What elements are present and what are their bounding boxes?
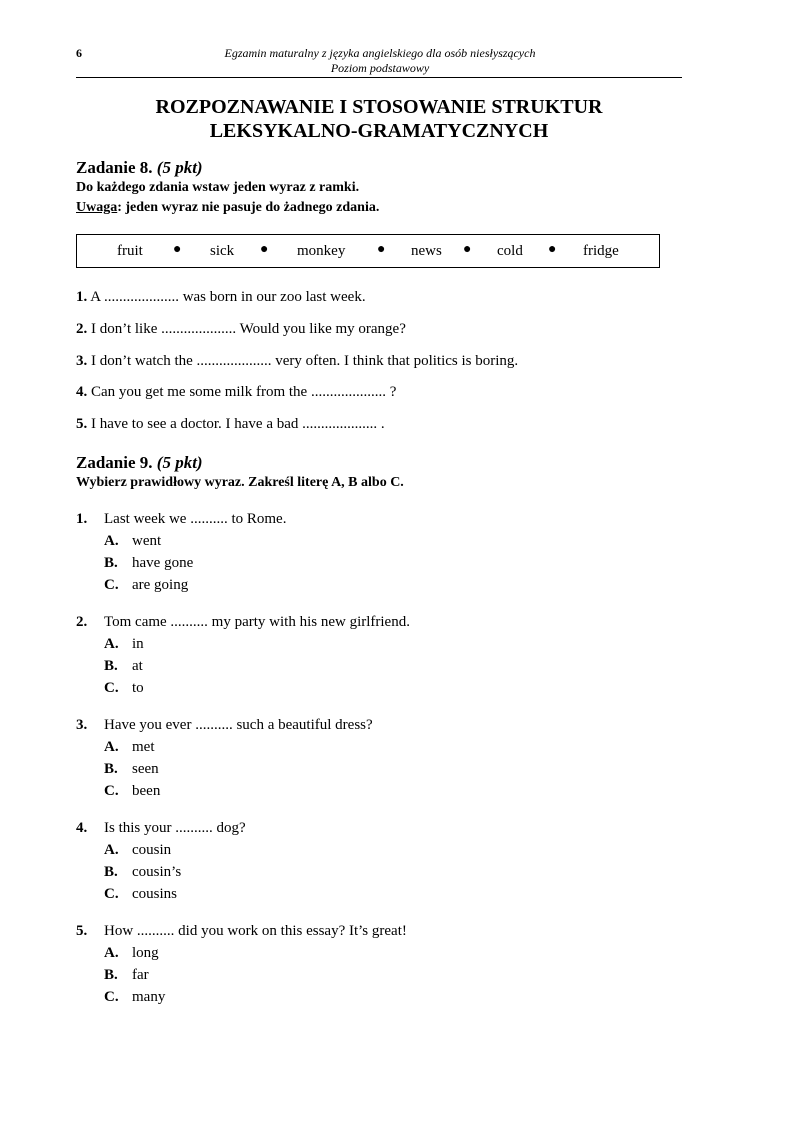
option-letter: C. bbox=[104, 680, 119, 696]
question-text: Is this your .......... dog? bbox=[104, 820, 246, 836]
word-news: news bbox=[411, 243, 442, 259]
bullet-icon: ● bbox=[260, 242, 269, 257]
option-text: to bbox=[132, 680, 144, 696]
question-number: 2. bbox=[76, 614, 88, 630]
question-number: 4. bbox=[76, 820, 88, 836]
word-fridge: fridge bbox=[583, 243, 619, 259]
option-letter: A. bbox=[104, 636, 119, 652]
option-text: at bbox=[132, 658, 143, 674]
section-title bbox=[76, 95, 682, 143]
option-letter: A. bbox=[104, 739, 119, 755]
option-letter: C. bbox=[104, 989, 119, 1005]
bullet-icon: ● bbox=[173, 242, 182, 257]
task9-title: Zadanie 9. bbox=[76, 453, 153, 472]
option-text: are going bbox=[132, 577, 189, 593]
sentence-text: Can you get me some milk from the .................... ? bbox=[91, 384, 397, 400]
question-text: Tom came .......... my party with his new girlfriend. bbox=[104, 614, 410, 630]
sentence-text: I have to see a doctor. I have a bad .................... . bbox=[91, 416, 385, 432]
page-number: 6 bbox=[76, 46, 82, 60]
option-text: have gone bbox=[132, 555, 194, 571]
exam-title: Egzamin maturalny z języka angielskiego dla osób niesłyszących bbox=[224, 46, 536, 60]
option-letter: A. bbox=[104, 842, 119, 858]
option-text: seen bbox=[132, 761, 159, 777]
word-fruit: fruit bbox=[117, 243, 143, 259]
option-text: long bbox=[132, 945, 159, 961]
sentence-number: 2. bbox=[76, 321, 88, 337]
task8-sentence bbox=[76, 321, 406, 338]
word-box bbox=[76, 234, 660, 268]
option-text: far bbox=[132, 967, 149, 983]
word-sick: sick bbox=[210, 243, 235, 259]
question-text: Have you ever .......... such a beautiful dress? bbox=[104, 717, 373, 733]
question-text: Last week we .......... to Rome. bbox=[104, 511, 287, 527]
bullet-icon: ● bbox=[377, 242, 386, 257]
option-text: cousin bbox=[132, 842, 172, 858]
bullet-icon: ● bbox=[463, 242, 472, 257]
bullet-icon: ● bbox=[548, 242, 557, 257]
task9-points: (5 pkt) bbox=[156, 453, 203, 472]
task8-sentence bbox=[76, 416, 385, 433]
option-text: in bbox=[132, 636, 144, 652]
option-letter: A. bbox=[104, 533, 119, 549]
task8-points: (5 pkt) bbox=[156, 158, 203, 177]
question-number: 3. bbox=[76, 717, 88, 733]
task8-sentence bbox=[76, 289, 366, 306]
word-monkey: monkey bbox=[297, 243, 346, 259]
task8-note-text: : jeden wyraz nie pasuje do żadnego zdania. bbox=[117, 200, 380, 215]
running-header bbox=[150, 46, 610, 76]
sentence-number: 5. bbox=[76, 416, 88, 432]
option-text: many bbox=[132, 989, 166, 1005]
sentence-text: I don’t like .................... Would you like my orange? bbox=[91, 321, 406, 337]
exam-level: Poziom podstawowy bbox=[330, 61, 430, 75]
task8-sentence bbox=[76, 384, 396, 401]
question-number: 5. bbox=[76, 923, 88, 939]
sentence-number: 3. bbox=[76, 353, 88, 369]
header-divider bbox=[76, 77, 682, 78]
sentence-text: I don’t watch the .................... very often. I think that politics is boring. bbox=[91, 353, 519, 369]
option-letter: B. bbox=[104, 967, 118, 983]
task8-heading bbox=[76, 158, 203, 178]
word-cold: cold bbox=[497, 243, 523, 259]
sentence-number: 4. bbox=[76, 384, 88, 400]
task8-instruction: Do każdego zdania wstaw jeden wyraz z ramki. bbox=[76, 180, 360, 195]
option-letter: B. bbox=[104, 658, 118, 674]
task8-title: Zadanie 8. bbox=[76, 158, 153, 177]
task9-heading bbox=[76, 453, 203, 473]
option-letter: B. bbox=[104, 761, 118, 777]
option-text: been bbox=[132, 783, 161, 799]
question-text: How .......... did you work on this essay? It’s great! bbox=[104, 923, 407, 939]
option-text: cousin’s bbox=[132, 864, 182, 880]
task9-instruction: Wybierz prawidłowy wyraz. Zakreśl literę A, B albo C. bbox=[76, 475, 404, 490]
question-number: 1. bbox=[76, 511, 88, 527]
option-letter: C. bbox=[104, 886, 119, 902]
option-text: met bbox=[132, 739, 155, 755]
task8-sentence bbox=[76, 353, 518, 370]
option-letter: B. bbox=[104, 555, 118, 571]
option-letter: C. bbox=[104, 577, 119, 593]
option-text: cousins bbox=[132, 886, 177, 902]
task8-note bbox=[76, 198, 379, 218]
sentence-text: A .................... was born in our zoo last week. bbox=[90, 289, 366, 305]
task8-note-label: Uwaga bbox=[76, 200, 118, 215]
option-letter: C. bbox=[104, 783, 119, 799]
option-text: went bbox=[132, 533, 162, 549]
option-letter: B. bbox=[104, 864, 118, 880]
section-title-line2: LEKSYKALNO-GRAMATYCZNYCH bbox=[209, 120, 549, 142]
section-title-line1: ROZPOZNAWANIE I STOSOWANIE STRUKTUR bbox=[155, 96, 603, 118]
option-letter: A. bbox=[104, 945, 119, 961]
sentence-number: 1. bbox=[76, 289, 88, 305]
